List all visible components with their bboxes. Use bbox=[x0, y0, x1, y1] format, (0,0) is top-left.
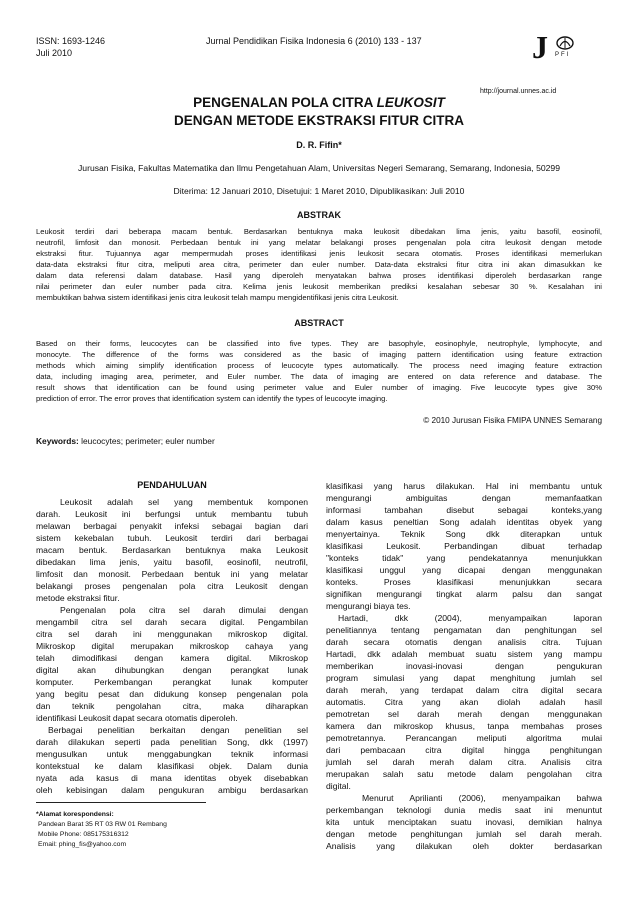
body-line: digital. bbox=[326, 781, 351, 791]
body-line: darah merah, yang terdapat dalam citra digital secara bbox=[326, 685, 602, 695]
logo-letter: J bbox=[532, 29, 548, 65]
body-line: pemotretannya. Perancangan meliputi algoritma mulai bbox=[326, 733, 602, 743]
body-line: Menurut Aprilianti (2006), menyampaikan bahwa bbox=[362, 793, 602, 803]
issue-date: Juli 2010 bbox=[36, 48, 73, 58]
body-line: klasifikasi unggul yang dicapai dengan menggunakan bbox=[326, 565, 602, 575]
body-line: darah. Leukosit ini berfungsi untuk membantu tubuh bbox=[36, 509, 308, 519]
body-line: "konteks tidak" yang pendekatannya menunjukkan bbox=[326, 553, 602, 563]
body-line: identifikasi Leukosit dapat secara otomatis diperoleh. bbox=[36, 713, 238, 723]
body-line: Berbagai penelitian berkaitan dengan penelitian sel bbox=[48, 725, 308, 735]
abstract-line: Based on their forms, leucocytes can be classified into five types. They are basophyle, eosinophyle, neutrophyle, lymphocyte, and bbox=[36, 339, 602, 348]
body-line: limfosit dan monosit. Perbedaan bentuk ini yang melatar bbox=[36, 569, 308, 579]
body-line: jumlah sel darah merah dalam citra. Analisis citra bbox=[326, 757, 602, 767]
keywords bbox=[36, 436, 215, 446]
footnote-divider bbox=[36, 802, 206, 803]
body-line: metode ekstraksi fitur. bbox=[36, 593, 120, 603]
body-line: yang begitu pesat dan didukung konsep pengenalan pola bbox=[36, 689, 308, 699]
journal-url[interactable]: http://journal.unnes.ac.id bbox=[480, 88, 557, 95]
body-line: dengan metode penghitungan jumlah sel darah merah. bbox=[326, 829, 602, 839]
body-line: oleh kebisingan dalam pengukuran ambigu berdasarkan bbox=[36, 785, 308, 795]
body-line: darah dilakukan seperti pada penelitian Song, dkk (1997) bbox=[36, 737, 308, 747]
abstrak-line: dalam data referensi dalam database. Hasil yang diperoleh menyatakan bahwa proses identifikasi diperoleh berdasarkan range bbox=[36, 271, 602, 280]
body-line: informasi tambahan disebut sebagai konteks,yang bbox=[326, 505, 602, 515]
paper-title-line2: DENGAN METODE EKSTRAKSI FITUR CITRA bbox=[173, 113, 464, 128]
body-line: automatis. Citra yang akan diolah adalah hasil bbox=[326, 697, 602, 707]
issn: ISSN: 1693-1246 bbox=[36, 36, 106, 46]
body-line: klasifikasi Leukosit. Perbandingan dibuat terhadap bbox=[326, 541, 602, 551]
body-line: darah secara otomatis dengan analisis citra. Tujuan bbox=[326, 637, 602, 647]
body-line: signifikan mengurangi tingkat alarm palsu dan sangat bbox=[326, 589, 602, 599]
body-line: dan teknik pengolahan citra, maka diharapkan bbox=[36, 701, 308, 711]
abstract-heading: ABSTRACT bbox=[294, 318, 344, 328]
abstrak-line: neutrofil, limfosit dan monosit. Perbedaan bentuk ini yang melatar belakangi proses pengenalan pola citra leukosit dengan metode bbox=[36, 238, 602, 247]
abstract-line: monocyte. The difference of the forms was considered as the basic of imaging pattern identification using feature extraction bbox=[36, 350, 602, 359]
submission-dates: Diterima: 12 Januari 2010, Disetujui: 1 Maret 2010, Dipublikasikan: Juli 2010 bbox=[173, 186, 465, 196]
body-line: pemotretan sel darah merah dengan menggunakan bbox=[326, 709, 602, 719]
body-line: komputer. Perkembangan perangkat lunak komputer bbox=[36, 677, 308, 687]
abstract-line: methods which aiming simplify identification process of leucocyte types automatically. The process need imaging feature extraction bbox=[36, 361, 602, 370]
body-line: penelitiannya tentang pengamatan dan penghitungan sel bbox=[326, 625, 602, 635]
copyright: © 2010 Jurusan Fisika FMIPA UNNES Semarang bbox=[423, 416, 602, 425]
affiliation: Jurusan Fisika, Fakultas Matematika dan Ilmu Pengetahuan Alam, Universitas Negeri Semarang, Semarang, Indonesia, 50299 bbox=[78, 163, 560, 173]
abstrak-heading: ABSTRAK bbox=[297, 210, 341, 220]
body-line: memberikan inovasi-inovasi dengan pengukuran bbox=[326, 661, 602, 671]
abstrak-line: nilai perimeter dan euler number pada citra. Kelima jenis leukosit memberikan prediksi kesalahan sebesar 30 %. Kesalahan ini bbox=[36, 282, 602, 291]
body-line: digital akan dihubungkan dengan perangkat lunak bbox=[36, 665, 308, 675]
abstrak-line: Leukosit terdiri dari beberapa macam bentuk. Berdasarkan bentuknya maka leukosit dibedakan lima jenis, yaitu basofil, eosinofil, bbox=[36, 227, 602, 236]
body-line: mengambil citra sel darah secara digital. Pengambilan bbox=[36, 617, 308, 627]
paper-title-line1 bbox=[0, 94, 638, 111]
abstract-line: prediction of error. The error proves that identification system can identify the types of leucocyte imaging. bbox=[36, 394, 388, 403]
body-line: Pengenalan pola citra sel darah dimulai dengan bbox=[60, 605, 308, 615]
abstrak-line: ekstraksi fitur. Tujuannya agar mempermudah proses identifikasi jenis leukosit secara otomatis. Proses identifikasi memerlukan bbox=[36, 249, 602, 258]
abstrak-line: data-data ekstraksi fitur citra, meliputi area citra, perimeter dan euler number. Data-data ekstraksi fitur citra ini akan dimasukkan ke bbox=[36, 260, 602, 269]
journal-name: Jurnal Pendidikan Fisika Indonesia 6 (2010) 133 - 137 bbox=[206, 36, 422, 46]
body-line: mengusulkan untuk menggabungkan teknik informasi bbox=[36, 749, 308, 759]
body-line: dibedakan lima jenis, yaitu basofil, eosinofil, neutrofil, bbox=[36, 557, 308, 567]
body-line: dari pembacaan citra digital hingga penghitungan bbox=[326, 745, 602, 755]
body-line: citra sel darah ini menggunakan mikroskop digital. bbox=[36, 629, 308, 639]
body-line: konteks. Proses klasifikasi menunjukkan secara bbox=[326, 577, 602, 587]
left-column bbox=[36, 496, 308, 811]
footnote-phone: Mobile Phone: 085175316312 bbox=[38, 831, 129, 838]
logo-emblem-icon bbox=[556, 36, 574, 50]
abstract-line: data, including imaging area, perimeter, and Euler number. The data of imaging are entered on data reference and database. The bbox=[36, 372, 602, 381]
journal-logo bbox=[524, 30, 604, 70]
body-line: mengurangi ambiguitas dengan memanfaatkan bbox=[326, 493, 602, 503]
body-line: Hartadi, dkk adalah membuat suatu sistem yang mampu bbox=[326, 649, 602, 659]
keywords-text: leucocytes; perimeter; euler number bbox=[81, 436, 215, 446]
logo-sub: PFI bbox=[555, 52, 571, 58]
abstrak-line: membuktikan bahwa sistem identifikasi jenis citra leukosit telah mampu mengidentifikasi jenis citra Leukosit. bbox=[36, 293, 399, 302]
body-line: Mikroskop digital merupakan mikroskop cahaya yang bbox=[36, 641, 308, 651]
body-line: dalam kasus peneltian Song adalah identitas obyek yang bbox=[326, 517, 602, 527]
footnote-label: *Alamat korespondensi: bbox=[36, 811, 114, 818]
body-line: melawan berbagai penyakit infeksi sebagai bagian dari bbox=[36, 521, 308, 531]
body-line: nyata ada kasus di mana identitas obyek disebabkan bbox=[36, 773, 308, 783]
body-line: kamera dan mikroskop khusus, tanpa membahas proses bbox=[326, 721, 602, 731]
body-line: belakangi proses pengenalan pola citra Leukosit dengan bbox=[36, 581, 308, 591]
right-column bbox=[326, 480, 602, 860]
body-line: perkembangan teknologi dunia medis saat ini menuntut bbox=[326, 805, 602, 815]
title-plain: PENGENALAN POLA CITRA bbox=[193, 95, 377, 110]
title-italic: LEUKOSIT bbox=[376, 95, 445, 110]
body-line: Analisis yang dilakukan oleh dokter berdasarkan bbox=[326, 841, 602, 851]
body-line: kita untuk menciptakan suatu inovasi, demikian halnya bbox=[326, 817, 602, 827]
body-line: telah dimodifikasi dengan kamera digital. Mikroskop bbox=[36, 653, 308, 663]
footnote-address: Pandean Barat 35 RT 03 RW 01 Rembang bbox=[38, 821, 167, 828]
author: D. R. Fifin* bbox=[296, 140, 342, 150]
body-line: menyertainya. Teknik Song dkk diterapkan untuk bbox=[326, 529, 602, 539]
body-line: kontekstual ke dalam klasifikasi objek. Dalam dunia bbox=[36, 761, 308, 771]
body-line: Hartadi, dkk (2004), menyampaikan laporan bbox=[338, 613, 602, 623]
body-line: program simulasi yang dapat menghitung jumlah sel bbox=[326, 673, 602, 683]
body-line: merupakan salah satu metode dalam pengolahan citra bbox=[326, 769, 602, 779]
body-line: mengurangi biaya tes. bbox=[326, 601, 411, 611]
body-line: macam bentuk. Berdasarkan bentuknya maka Leukosit bbox=[36, 545, 308, 555]
intro-heading: PENDAHULUAN bbox=[137, 480, 207, 490]
keywords-label: Keywords: bbox=[36, 436, 79, 446]
abstract-line: result shows that identification can be found using perimeter value and Euler number of imaging. Five leucocyte types give 30% bbox=[36, 383, 602, 392]
body-line: Leukosit adalah sel yang membentuk komponen bbox=[60, 497, 308, 507]
footnote-email[interactable]: Email: phing_fis@yahoo.com bbox=[38, 841, 127, 848]
body-line: klasifikasi yang harus dilakukan. Hal ini membantu untuk bbox=[326, 481, 602, 491]
body-line: sistem kekebalan tubuh. Leukosit terdiri dari berbagai bbox=[36, 533, 308, 543]
